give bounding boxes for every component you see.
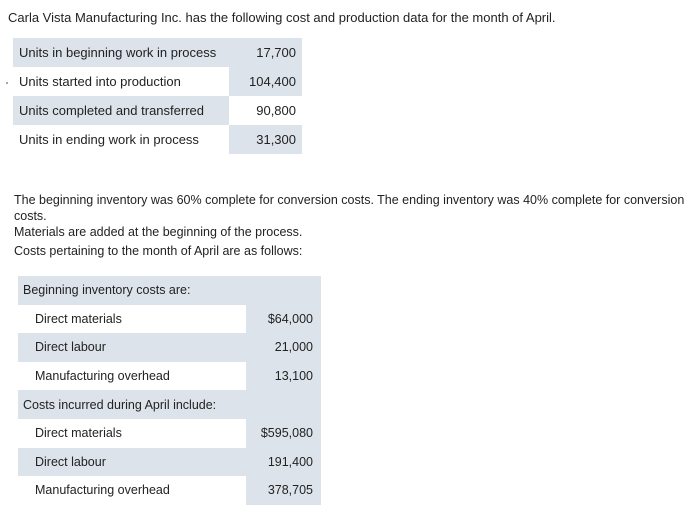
units-label: Units started into production (13, 67, 229, 96)
cost-label: Direct labour (18, 333, 246, 362)
cost-label: Direct labour (18, 448, 246, 477)
table-row (18, 448, 321, 477)
table-row (18, 305, 321, 334)
table-row (13, 38, 302, 67)
units-value: 17,700 (229, 38, 302, 67)
units-label: Units completed and transferred (13, 96, 229, 125)
cost-value: 13,100 (246, 362, 321, 391)
bullet-dot (6, 82, 8, 84)
table-row (13, 125, 302, 154)
paragraph-line: Materials are added at the beginning of the process. (14, 225, 303, 239)
units-value: 31,300 (229, 125, 302, 154)
table-row (18, 276, 321, 305)
cost-value: $595,080 (246, 419, 321, 448)
completion-paragraph (14, 192, 694, 240)
empty-cell (246, 390, 321, 419)
section-heading: Costs incurred during April include: (18, 390, 246, 419)
table-row (18, 419, 321, 448)
cost-label: Manufacturing overhead (35, 483, 170, 498)
costs-heading: Costs pertaining to the month of April are as follows: (14, 244, 303, 258)
intro-text: Carla Vista Manufacturing Inc. has the following cost and production data for the month of April. (8, 10, 556, 25)
units-table (13, 38, 302, 154)
cost-label: Direct materials (35, 426, 122, 441)
table-row (18, 390, 321, 419)
table-row (18, 362, 321, 391)
cost-table (18, 276, 321, 505)
units-value: 104,400 (229, 67, 302, 96)
cost-label: Manufacturing overhead (35, 369, 170, 384)
units-value: 90,800 (229, 96, 302, 125)
table-row (18, 333, 321, 362)
empty-cell (246, 276, 321, 305)
table-row (18, 476, 321, 505)
cost-value: $64,000 (246, 305, 321, 334)
table-row (13, 67, 302, 96)
paragraph-line: The beginning inventory was 60% complete for conversion costs. The ending inventory was 40% complete for conversion costs. (14, 193, 685, 223)
table-row (13, 96, 302, 125)
units-label: Units in ending work in process (13, 125, 229, 154)
cost-value: 21,000 (246, 333, 321, 362)
section-heading: Beginning inventory costs are: (18, 276, 246, 305)
units-label: Units in beginning work in process (13, 38, 229, 67)
cost-value: 191,400 (246, 448, 321, 477)
cost-value: 378,705 (246, 476, 321, 505)
cost-label: Direct materials (35, 311, 122, 326)
